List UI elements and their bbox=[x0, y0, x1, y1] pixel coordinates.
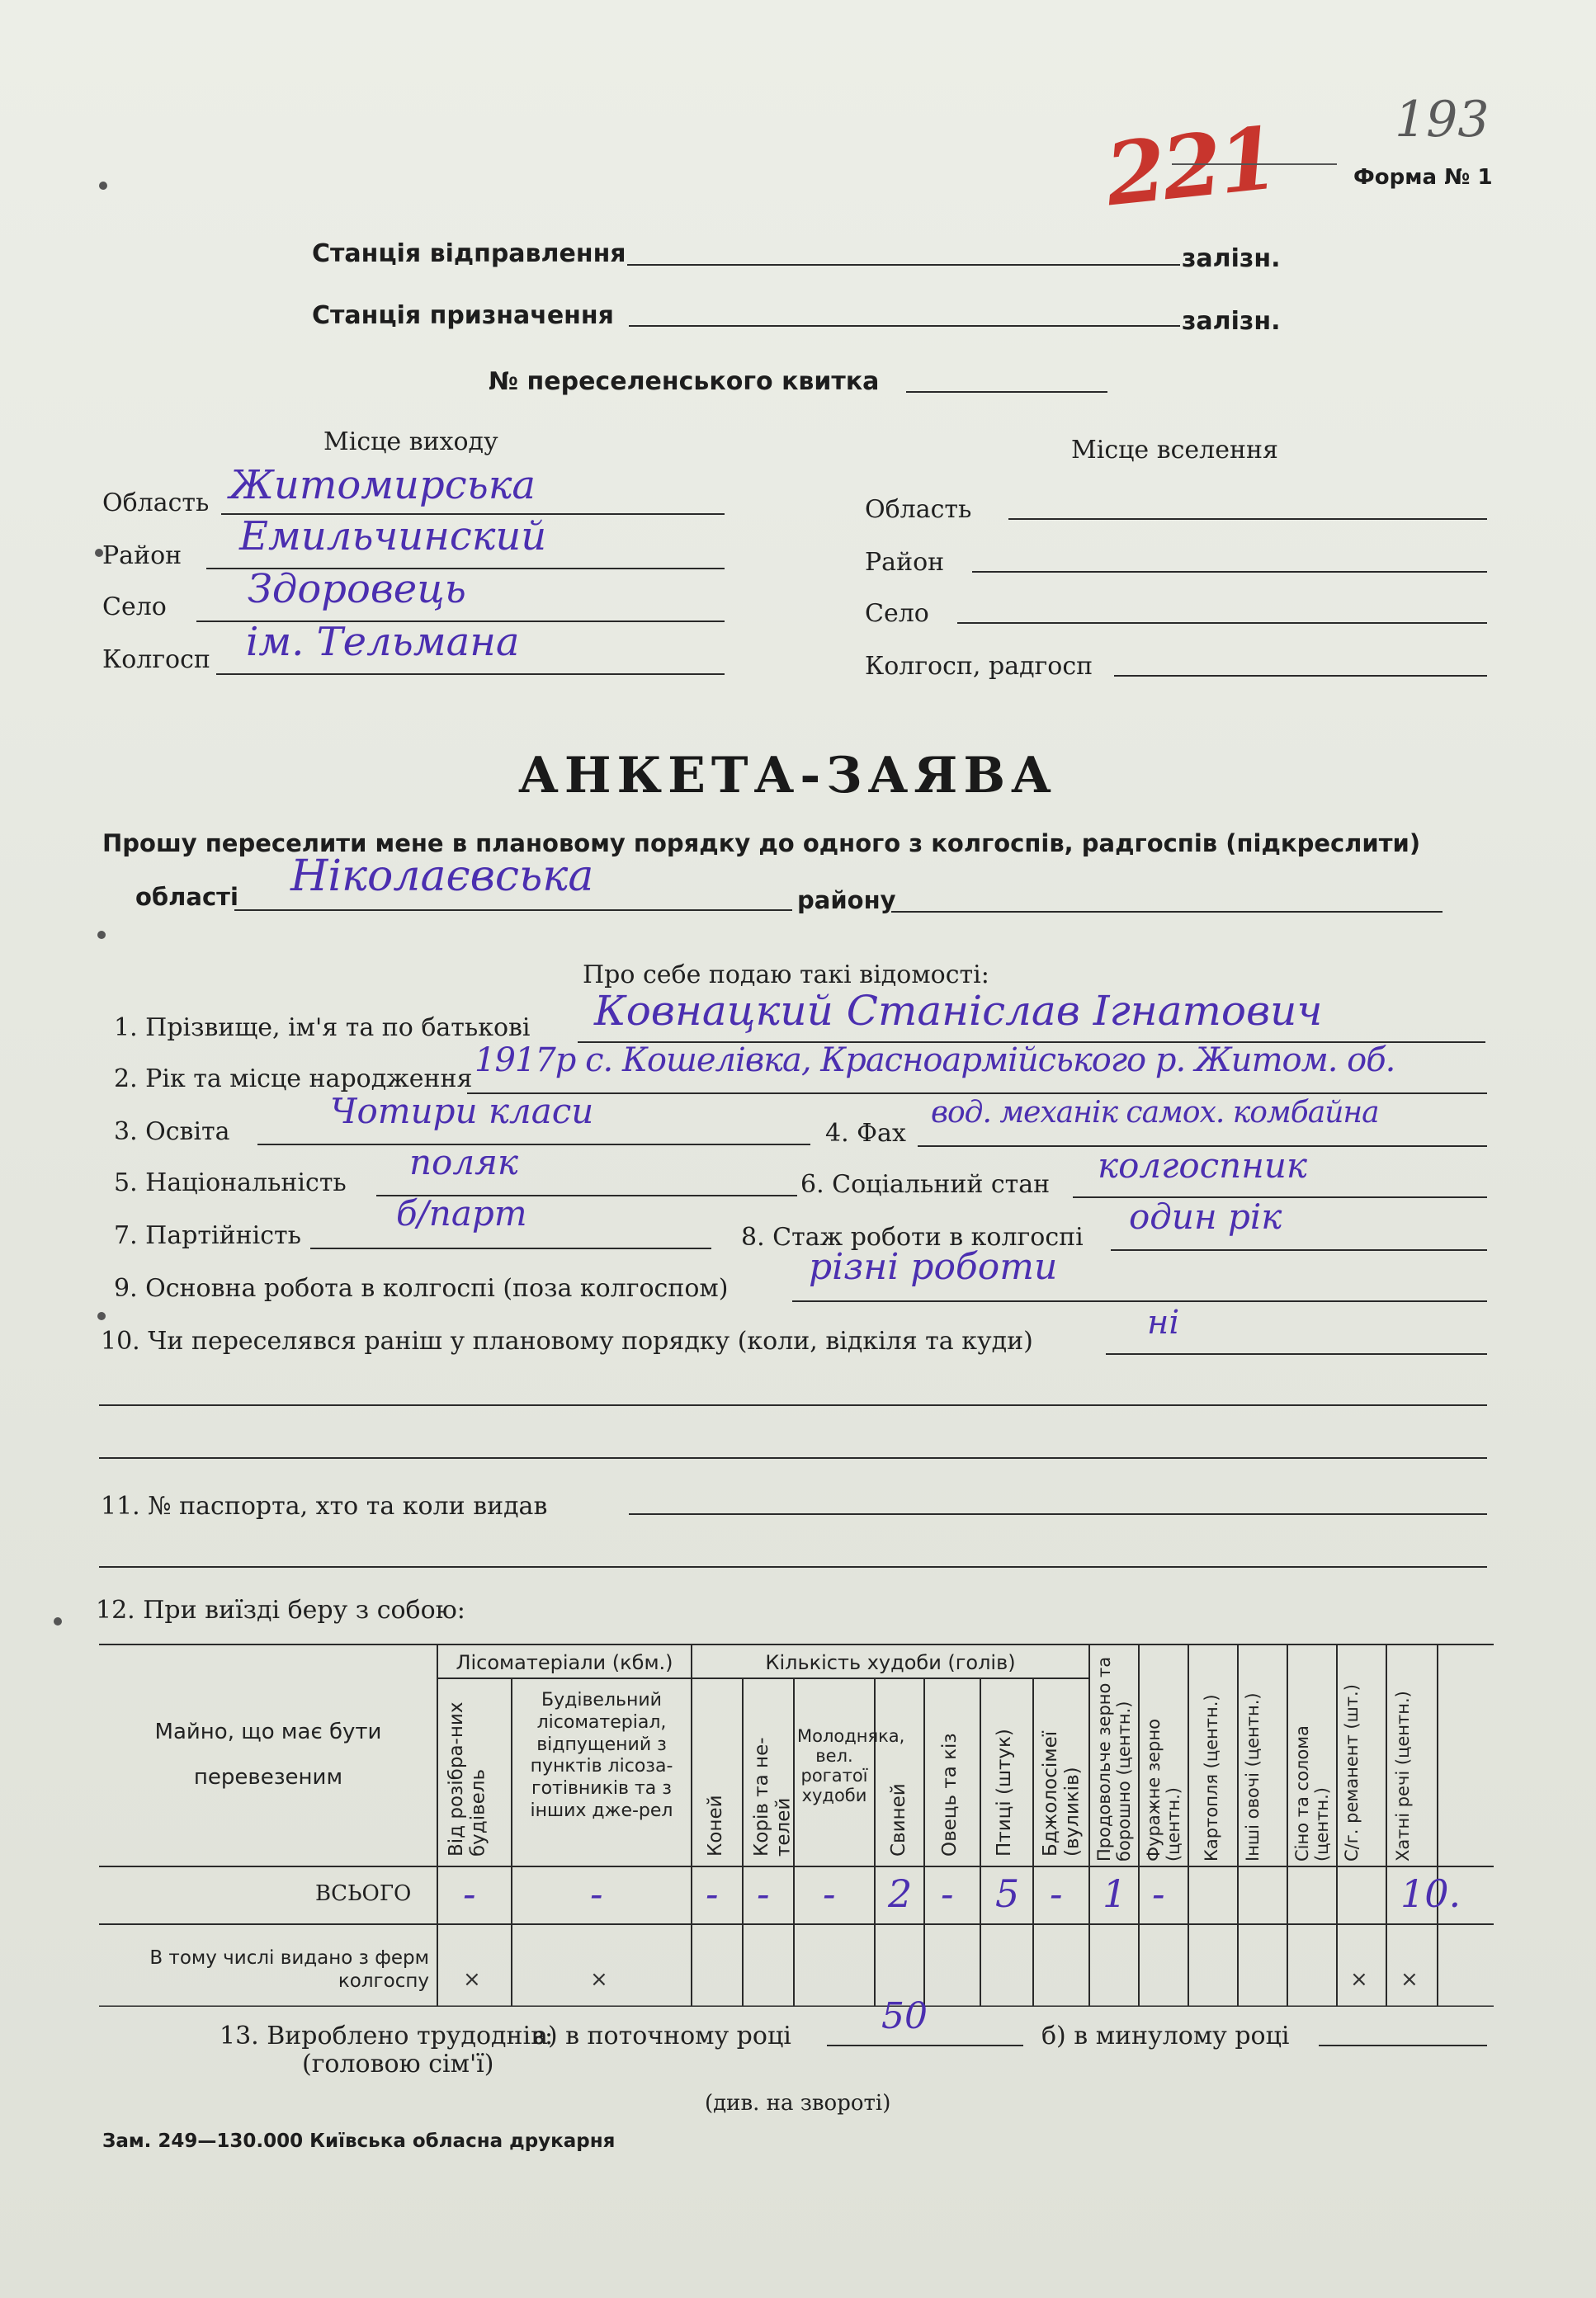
request-raion-label: району bbox=[797, 886, 896, 914]
workdays-last-line[interactable] bbox=[1319, 2045, 1487, 2046]
destination-raion-line[interactable] bbox=[972, 571, 1487, 573]
col-header-young-cattle: Молодняка, вел. рогатої худоби bbox=[797, 1726, 905, 1806]
field-1-label: 1. Прізвище, ім'я та по батькові bbox=[114, 1013, 531, 1042]
field-3-label: 3. Освіта bbox=[114, 1117, 230, 1146]
total-cell-9[interactable]: 1 bbox=[1103, 1871, 1127, 1916]
binder-hole bbox=[54, 1617, 62, 1626]
field-10-label: 10. Чи переселявся раніш у плановому порядку (коли, відкіля та куди) bbox=[101, 1327, 1033, 1356]
total-cell-10[interactable]: - bbox=[1152, 1871, 1165, 1916]
request-text: Прошу переселити мене в плановому порядку до одного з колгоспів, радгоспів (підкреслити) bbox=[102, 829, 1421, 857]
group-cattle-header: Кількість худоби (голів) bbox=[765, 1651, 1016, 1674]
issued-cell-14[interactable]: × bbox=[1350, 1967, 1368, 1992]
issued-cell-15[interactable]: × bbox=[1400, 1967, 1419, 1992]
field-5-value[interactable]: поляк bbox=[409, 1142, 518, 1182]
total-cell-8[interactable]: - bbox=[1050, 1871, 1063, 1916]
station-arrival-line[interactable] bbox=[629, 325, 1180, 327]
form-title: АНКЕТА-ЗАЯВА bbox=[518, 747, 1057, 805]
station-arrival-suffix: залізн. bbox=[1182, 307, 1281, 336]
col-header-cows: Корів та не-телей bbox=[751, 1737, 795, 1857]
workdays-sub: (головою сім'ї) bbox=[302, 2050, 494, 2079]
underline bbox=[257, 1144, 810, 1145]
underline bbox=[1106, 1353, 1487, 1355]
workdays-current-value[interactable]: 50 bbox=[881, 1995, 928, 2037]
request-oblast-value[interactable]: Ніколаєвська bbox=[290, 852, 594, 901]
belongings-table bbox=[99, 1644, 1494, 2007]
underline bbox=[467, 1092, 1487, 1094]
underline bbox=[1111, 1249, 1487, 1251]
total-cell-6[interactable]: - bbox=[941, 1871, 954, 1916]
destination-oblast-label: Область bbox=[865, 495, 972, 524]
binder-hole bbox=[97, 1312, 106, 1320]
col-header-vegetables: Інші овочі (центн.) bbox=[1243, 1692, 1263, 1862]
col-header-poultry: Птиці (штук) bbox=[994, 1729, 1015, 1857]
workdays-label: 13. Вироблено трудоднів: bbox=[220, 2022, 554, 2050]
col-header-food-grain: Продовольче зерно та борошно (центн.) bbox=[1094, 1656, 1135, 1862]
underline bbox=[234, 909, 792, 911]
destination-selo-line[interactable] bbox=[957, 622, 1487, 624]
field-11-label: 11. № паспорта, хто та коли видав bbox=[101, 1492, 548, 1521]
field-8-label: 8. Стаж роботи в колгоспі bbox=[741, 1223, 1084, 1252]
archive-number-stamp: 221 bbox=[1101, 106, 1280, 226]
destination-raion-label: Район bbox=[865, 548, 945, 577]
total-cell-7[interactable]: 5 bbox=[995, 1871, 1020, 1916]
ticket-label: № переселенського квитка bbox=[489, 367, 880, 396]
col-header-dismantled: Від розібра-них будівель bbox=[446, 1701, 489, 1857]
underline bbox=[1172, 163, 1337, 165]
field-7-value[interactable]: б/парт bbox=[396, 1193, 527, 1234]
about-text: Про себе подаю такі відомості: bbox=[583, 960, 989, 989]
origin-raion-label: Район bbox=[102, 541, 182, 570]
printer-info: Зам. 249—130.000 Київська обласна друкарня bbox=[102, 2130, 616, 2152]
destination-kolhosp-line[interactable] bbox=[1114, 675, 1487, 677]
page-number: 193 bbox=[1395, 91, 1490, 149]
workdays-last-label: б) в минулому році bbox=[1041, 2022, 1290, 2050]
field-5-label: 5. Національність bbox=[114, 1168, 347, 1197]
destination-kolhosp-label: Колгосп, радгосп bbox=[865, 652, 1093, 681]
total-cell-3[interactable]: - bbox=[757, 1871, 770, 1916]
underline bbox=[310, 1248, 711, 1249]
station-departure-suffix: залізн. bbox=[1182, 244, 1281, 273]
total-cell-4[interactable]: - bbox=[823, 1871, 836, 1916]
field-6-value[interactable]: колгоспник bbox=[1098, 1145, 1307, 1186]
col-header-household: Хатні речі (центн.) bbox=[1393, 1691, 1413, 1862]
total-cell-5[interactable]: 2 bbox=[888, 1871, 913, 1916]
reverse-note: (див. на звороті) bbox=[705, 2091, 891, 2116]
total-cell-15[interactable]: 10. bbox=[1400, 1871, 1461, 1916]
col-header-bees: Бджолосімеї (вуликів) bbox=[1040, 1730, 1084, 1857]
underline bbox=[216, 673, 725, 675]
col-header-horses: Коней bbox=[705, 1795, 726, 1857]
field-4-label: 4. Фах bbox=[825, 1119, 906, 1148]
field-9-value[interactable]: різні роботи bbox=[809, 1246, 1058, 1288]
field-11-line[interactable] bbox=[629, 1513, 1487, 1515]
ticket-line[interactable] bbox=[906, 391, 1107, 393]
field-10-line[interactable] bbox=[99, 1404, 1487, 1406]
origin-kolhosp-value[interactable]: ім. Тельмана bbox=[246, 619, 520, 665]
field-8-value[interactable]: один рік bbox=[1129, 1196, 1282, 1237]
total-cell-2[interactable]: - bbox=[706, 1871, 719, 1916]
total-cell-0[interactable]: - bbox=[463, 1871, 476, 1916]
property-header: Майно, що має бути перевезеним bbox=[154, 1720, 382, 1790]
origin-selo-value[interactable]: Здоровець bbox=[248, 566, 466, 612]
workdays-current-label: а) в поточному році bbox=[533, 2022, 791, 2050]
origin-heading: Місце виходу bbox=[323, 427, 498, 456]
station-departure-label: Станція відправлення bbox=[312, 239, 626, 268]
field-3-value[interactable]: Чотири класи bbox=[330, 1091, 594, 1131]
destination-heading: Місце вселення bbox=[1071, 436, 1278, 465]
field-1-value[interactable]: Ковнацкий Станіслав Ігнатович bbox=[594, 987, 1323, 1035]
col-header-sheep: Овець та кіз bbox=[939, 1733, 961, 1857]
binder-hole bbox=[97, 931, 106, 939]
underline bbox=[792, 1300, 1487, 1302]
field-2-label: 2. Рік та місце народження bbox=[114, 1064, 473, 1093]
field-2-value[interactable]: 1917р с. Кошелівка, Красноармійського р. Житом. об. bbox=[475, 1041, 1395, 1079]
col-header-potatoes: Картопля (центн.) bbox=[1202, 1694, 1221, 1862]
destination-selo-label: Село bbox=[865, 599, 929, 628]
row-total-label: ВСЬОГО bbox=[315, 1881, 412, 1906]
origin-raion-value[interactable]: Емильчинский bbox=[239, 513, 547, 559]
issued-cell-1[interactable]: × bbox=[590, 1967, 608, 1992]
station-departure-line[interactable] bbox=[627, 264, 1180, 266]
field-9-label: 9. Основна робота в колгоспі (поза колгоспом) bbox=[114, 1274, 729, 1303]
col-header-lumber: Будівельний лісоматеріал, відпущений з пунктів лісоза-готівників та з інших дже-рел bbox=[530, 1690, 673, 1822]
origin-selo-label: Село bbox=[102, 592, 167, 621]
field-7-label: 7. Партійність bbox=[114, 1221, 301, 1250]
origin-oblast-label: Область bbox=[102, 488, 210, 517]
field-12-label: 12. При виїзді беру з собою: bbox=[96, 1596, 465, 1625]
underline bbox=[827, 2045, 1023, 2046]
request-raion-line[interactable] bbox=[891, 911, 1443, 913]
origin-kolhosp-label: Колгосп bbox=[102, 645, 210, 674]
issued-cell-0[interactable]: × bbox=[463, 1967, 481, 1992]
field-4-value[interactable]: вод. механік самох. комбайна bbox=[931, 1096, 1379, 1130]
field-10-value[interactable]: ні bbox=[1147, 1304, 1180, 1342]
form-label: Форма № 1 bbox=[1353, 165, 1493, 190]
request-oblast-label: області bbox=[135, 883, 238, 911]
col-header-pigs: Свиней bbox=[888, 1783, 909, 1857]
row-issued-label: В тому числі видано з ферм колгоспу bbox=[149, 1947, 429, 1992]
field-10-line[interactable] bbox=[99, 1457, 1487, 1459]
destination-oblast-line[interactable] bbox=[1008, 518, 1487, 520]
origin-oblast-value[interactable]: Житомирська bbox=[229, 462, 536, 508]
col-header-tools: С/г. ремaнент (шт.) bbox=[1342, 1684, 1362, 1862]
total-cell-1[interactable]: - bbox=[590, 1871, 603, 1916]
col-header-fodder: Фуражне зерно (центн.) bbox=[1144, 1719, 1184, 1862]
group-lumber-header: Лісоматеріали (кбм.) bbox=[456, 1651, 673, 1674]
binder-hole bbox=[99, 182, 107, 190]
col-header-hay: Сіно та солома (центн.) bbox=[1292, 1725, 1333, 1862]
station-arrival-label: Станція призначення bbox=[312, 301, 614, 330]
field-11-line[interactable] bbox=[99, 1566, 1487, 1568]
field-6-label: 6. Соціальний стан bbox=[800, 1170, 1051, 1199]
